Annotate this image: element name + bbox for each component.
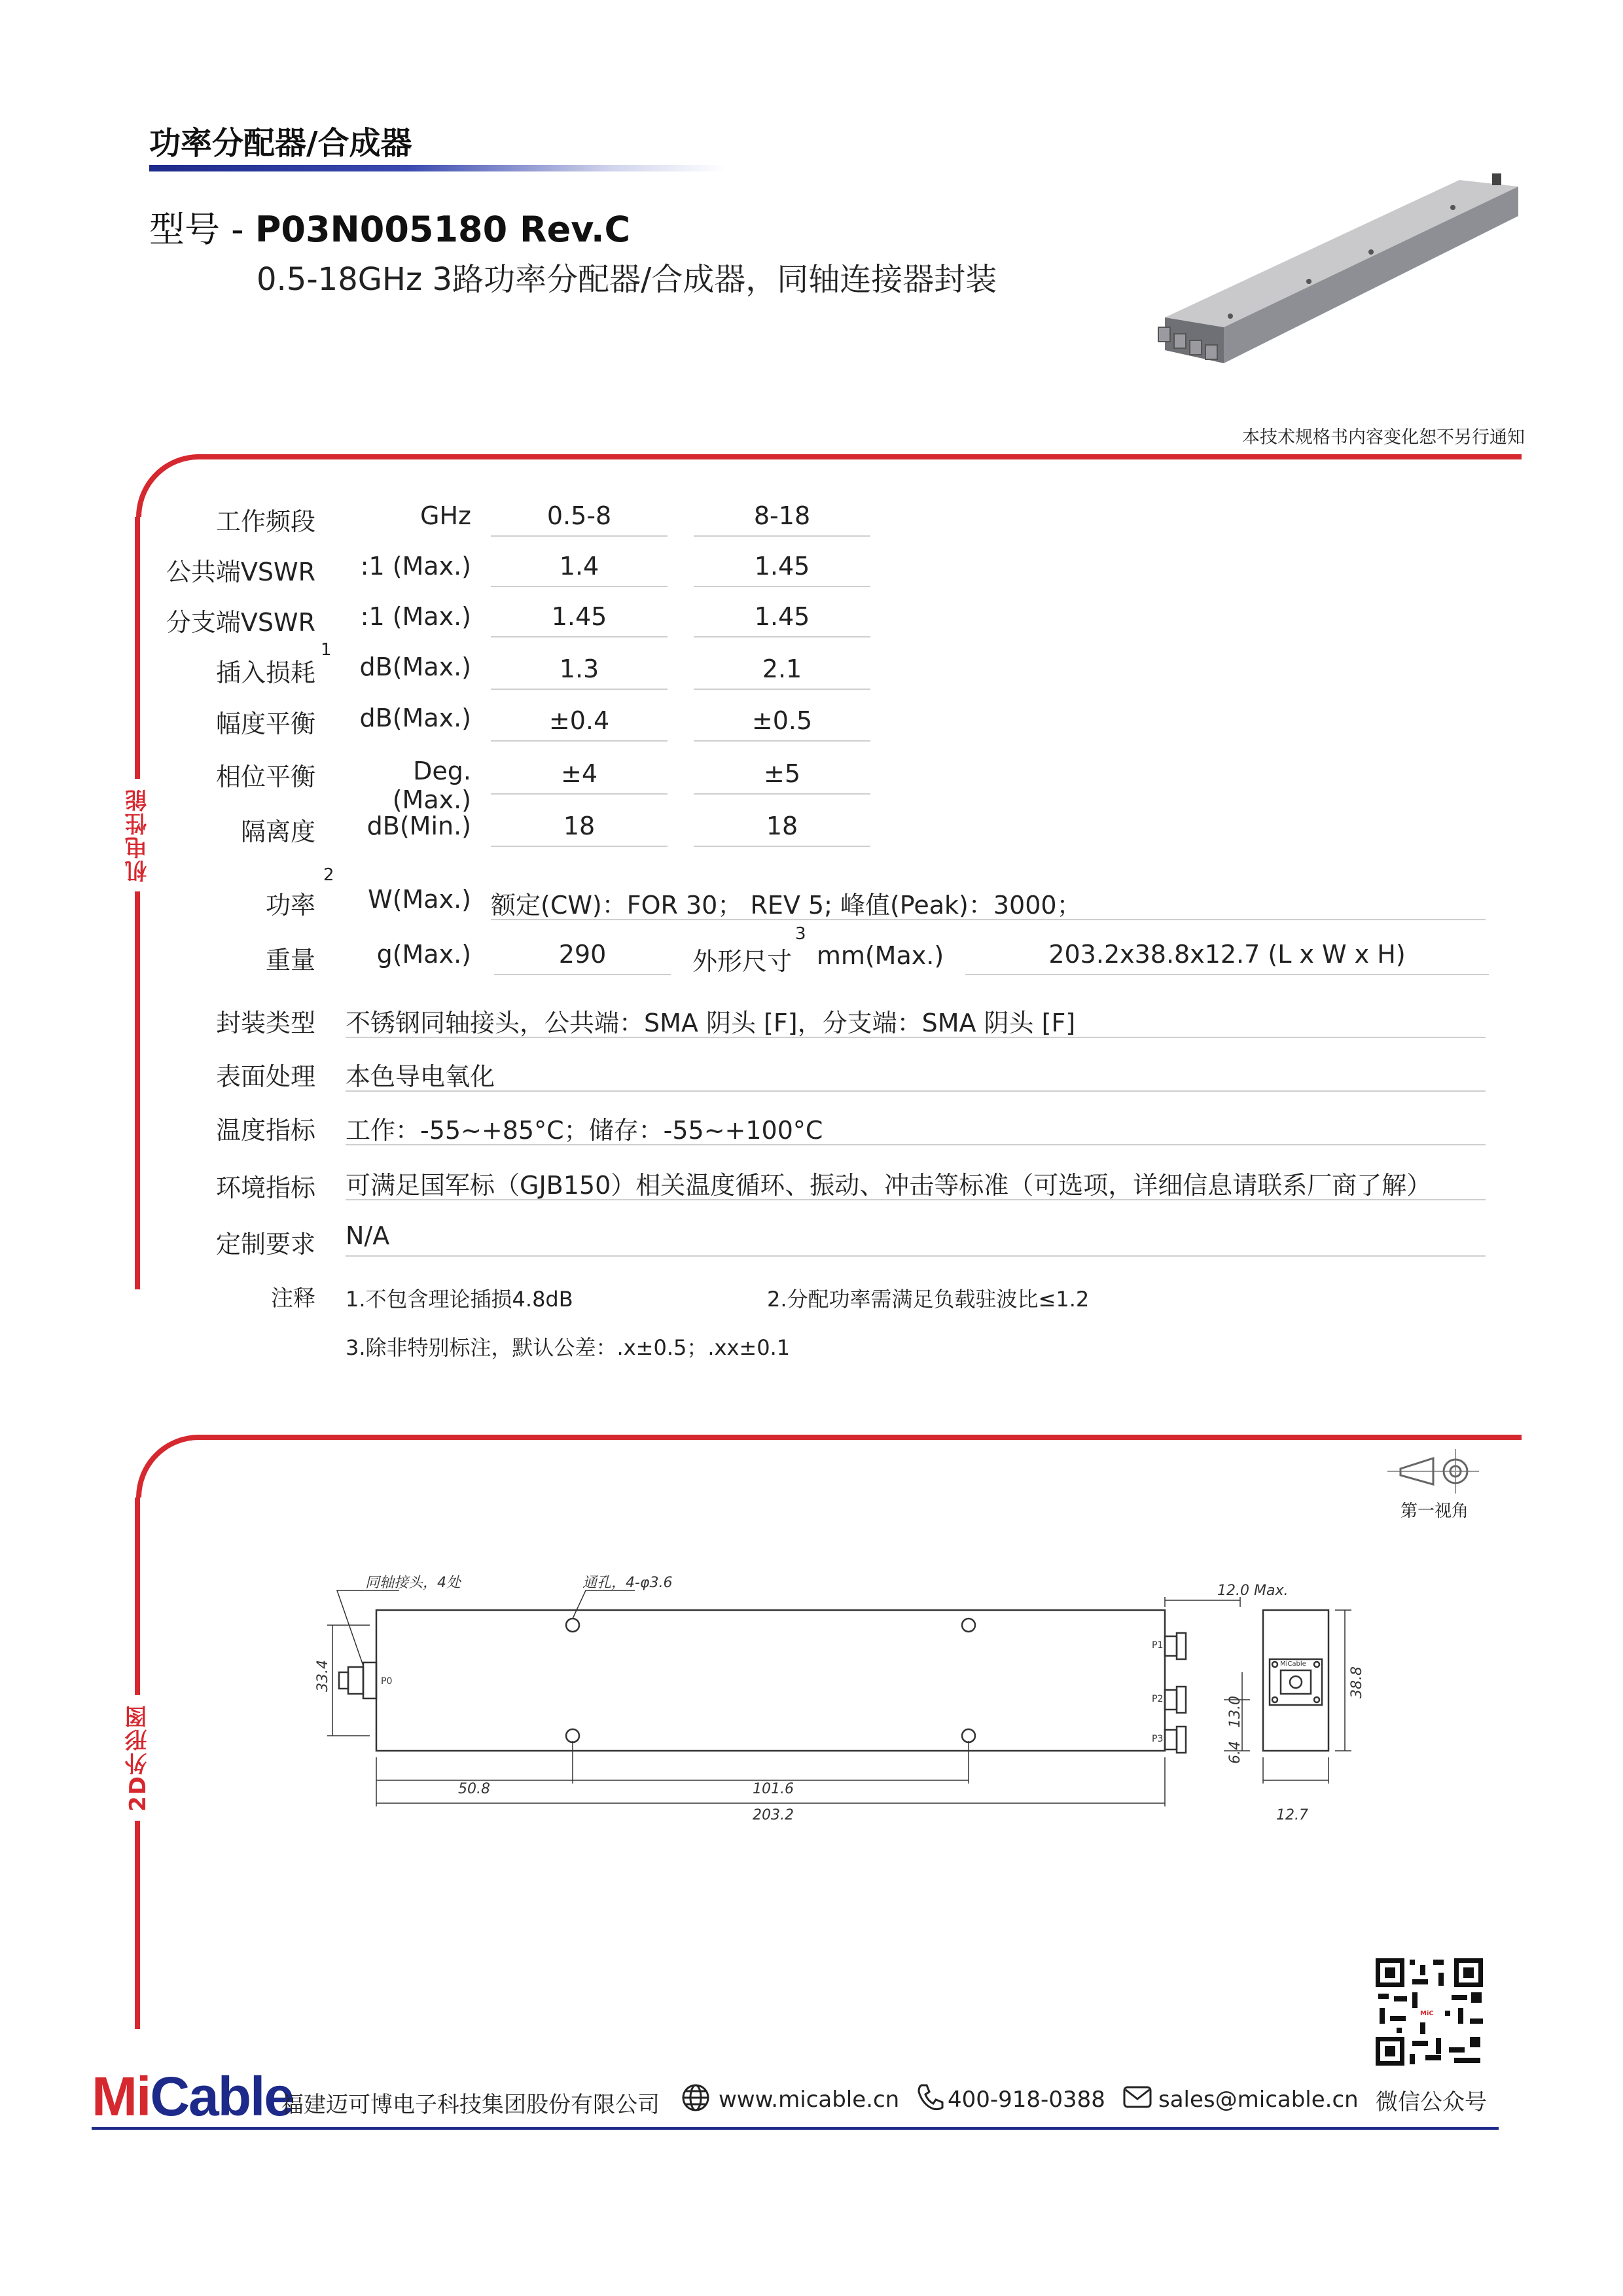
dim-12-max: 12.0 Max.: [1217, 1583, 1289, 1599]
port-p3: P3: [1152, 1734, 1164, 1744]
company-name: 福建迈可博电子科技集团股份有限公司: [281, 2092, 660, 2118]
svg-text:MiC: MiC: [1420, 2010, 1434, 2017]
dim-33-4: 33.4: [315, 1660, 331, 1692]
spec-label: 外形尺寸: [692, 947, 792, 976]
spec-value-band1: 1.3: [491, 655, 668, 690]
model-line: [149, 202, 630, 252]
dim-6-4: 6.4: [1227, 1741, 1243, 1764]
spec-label: 幅度平衡: [215, 709, 315, 738]
spec-unit: GHz: [420, 501, 471, 530]
change-notice: 本技术规格书内容变化恕不另行通知: [1242, 427, 1525, 448]
spec-value-band1: ±4: [491, 759, 668, 795]
notes-label: 注释: [271, 1285, 315, 1312]
spec-value-custom: N/A: [346, 1221, 1486, 1257]
globe-icon: [681, 2083, 711, 2113]
dim-50-8: 50.8: [458, 1781, 490, 1797]
category-underline: [149, 165, 725, 171]
brand-logo-cable: Cable: [150, 2066, 294, 2127]
section-line-electrical: [196, 454, 1522, 459]
spec-value-temperature: 工作：-55~+85°C；储存：-55~+100°C: [346, 1110, 1486, 1145]
spec-value-band1: 1.45: [491, 602, 668, 637]
spec-value-power: 额定(CW)：FOR 30； REV 5; 峰值(Peak)：3000；: [491, 885, 1486, 920]
phone-number[interactable]: 400-918-0388: [948, 2087, 1105, 2113]
spec-value-package: 不锈钢同轴接头，公共端：SMA 阴头 [F]，分支端：SMA 阴头 [F]: [346, 1003, 1486, 1038]
spec-value-band2: 1.45: [694, 602, 870, 637]
category-title: 功率分配器/合成器: [149, 125, 412, 162]
email-link[interactable]: sales@micable.cn: [1158, 2087, 1359, 2113]
spec-label: 功率: [265, 891, 315, 920]
spec-value-band2: 2.1: [694, 655, 870, 690]
spec-value-band1: ±0.4: [491, 706, 668, 742]
spec-unit: :1 (Max.): [360, 602, 471, 631]
model-prefix: 型号 -: [149, 209, 255, 250]
spec-value-band2: 8-18: [694, 501, 870, 537]
section-vline-electrical: [135, 517, 140, 1289]
dim-38-8: 38.8: [1349, 1666, 1365, 1698]
spec-label: 重量: [265, 946, 315, 975]
website-link[interactable]: www.micable.cn: [719, 2087, 900, 2113]
side-view-logo: MiCable: [1280, 1660, 1306, 1668]
brand-logo: [92, 2065, 293, 2128]
port-p2: P2: [1152, 1694, 1164, 1704]
section-label-electrical: 机电性能: [122, 779, 154, 891]
spec-unit: :1 (Max.): [360, 552, 471, 581]
footnote-mark: 1: [321, 640, 332, 660]
spec-unit: Deg. (Max.): [392, 757, 471, 814]
spec-label: 温度指标: [215, 1116, 315, 1145]
section-label-outline: 2D外形图: [122, 1695, 154, 1821]
dim-13-0: 13.0: [1227, 1696, 1243, 1728]
spec-label: 定制要求: [215, 1230, 315, 1259]
spec-value-band2: ±5: [694, 759, 870, 795]
spec-label: 环境指标: [215, 1174, 315, 1202]
connector-callout: 同轴接头，4处: [365, 1575, 461, 1591]
note-1: 1.不包含理论插损4.8dB: [346, 1287, 573, 1312]
product-image: [1152, 167, 1518, 383]
spec-value-band2: 1.45: [694, 552, 870, 587]
spec-value-band1: 0.5-8: [491, 501, 668, 537]
hole-callout: 通孔，4-φ3.6: [582, 1575, 673, 1591]
spec-label: 工作频段: [215, 507, 315, 536]
spec-unit: mm(Max.): [816, 941, 944, 970]
dim-12-7: 12.7: [1276, 1807, 1308, 1823]
body-outline: [376, 1610, 1165, 1751]
spec-label: 封装类型: [215, 1009, 315, 1037]
model-number: P03N005180 Rev.C: [255, 209, 631, 250]
footnote-mark: 3: [795, 924, 806, 944]
spec-value-environment: 可满足国军标（GJB150）相关温度循环、振动、冲击等标准（可选项，详细信息请联系厂商了解）: [346, 1165, 1486, 1200]
spec-value-band2: ±0.5: [694, 706, 870, 742]
dim-203-2: 203.2: [753, 1807, 794, 1823]
spec-unit: dB(Min.): [366, 812, 471, 840]
wechat-label: 微信公众号: [1376, 2089, 1487, 2115]
spec-value-size: 203.2x38.8x12.7 (L x W x H): [965, 940, 1489, 975]
wechat-qr-code: [1373, 1956, 1486, 2068]
dim-101-6: 101.6: [753, 1781, 794, 1797]
section-line-outline: [196, 1435, 1522, 1440]
spec-value-surface: 本色导电氧化: [346, 1056, 1486, 1092]
spec-label: 隔离度: [240, 817, 315, 846]
spec-label: 表面处理: [215, 1062, 315, 1091]
footer-rule: [92, 2127, 1499, 2130]
note-2: 2.分配功率需满足负载驻波比≤1.2: [767, 1287, 1090, 1312]
spec-value-band1: 18: [491, 812, 668, 847]
spec-unit: W(Max.): [368, 885, 471, 914]
note-3: 3.除非特别标注，默认公差：.x±0.5；.xx±0.1: [346, 1335, 791, 1360]
spec-label: 插入损耗: [215, 658, 315, 687]
spec-label: 公共端VSWR: [166, 558, 315, 586]
spec-value-band1: 1.4: [491, 552, 668, 587]
spec-label: 分支端VSWR: [166, 608, 315, 637]
port-p0: P0: [381, 1676, 393, 1687]
projection-label: 第一视角: [1400, 1501, 1469, 1521]
port-p1: P1: [1152, 1640, 1164, 1651]
outline-drawing: [308, 1568, 1387, 1842]
spec-unit: dB(Max.): [359, 653, 471, 681]
spec-value-band2: 18: [694, 812, 870, 847]
section-corner-outline: [135, 1435, 203, 1503]
phone-icon: [915, 2081, 945, 2111]
spec-value-weight: 290: [494, 940, 671, 975]
brand-logo-mi: Mi: [92, 2066, 151, 2127]
spec-unit: dB(Max.): [359, 704, 471, 732]
spec-label: 相位平衡: [215, 762, 315, 791]
spec-unit: g(Max.): [376, 940, 471, 969]
product-subtitle: 0.5-18GHz 3路功率分配器/合成器，同轴连接器封装: [257, 261, 997, 298]
footnote-mark: 2: [323, 865, 334, 885]
first-angle-projection-icon: [1387, 1449, 1479, 1495]
envelope-icon: [1122, 2085, 1152, 2109]
